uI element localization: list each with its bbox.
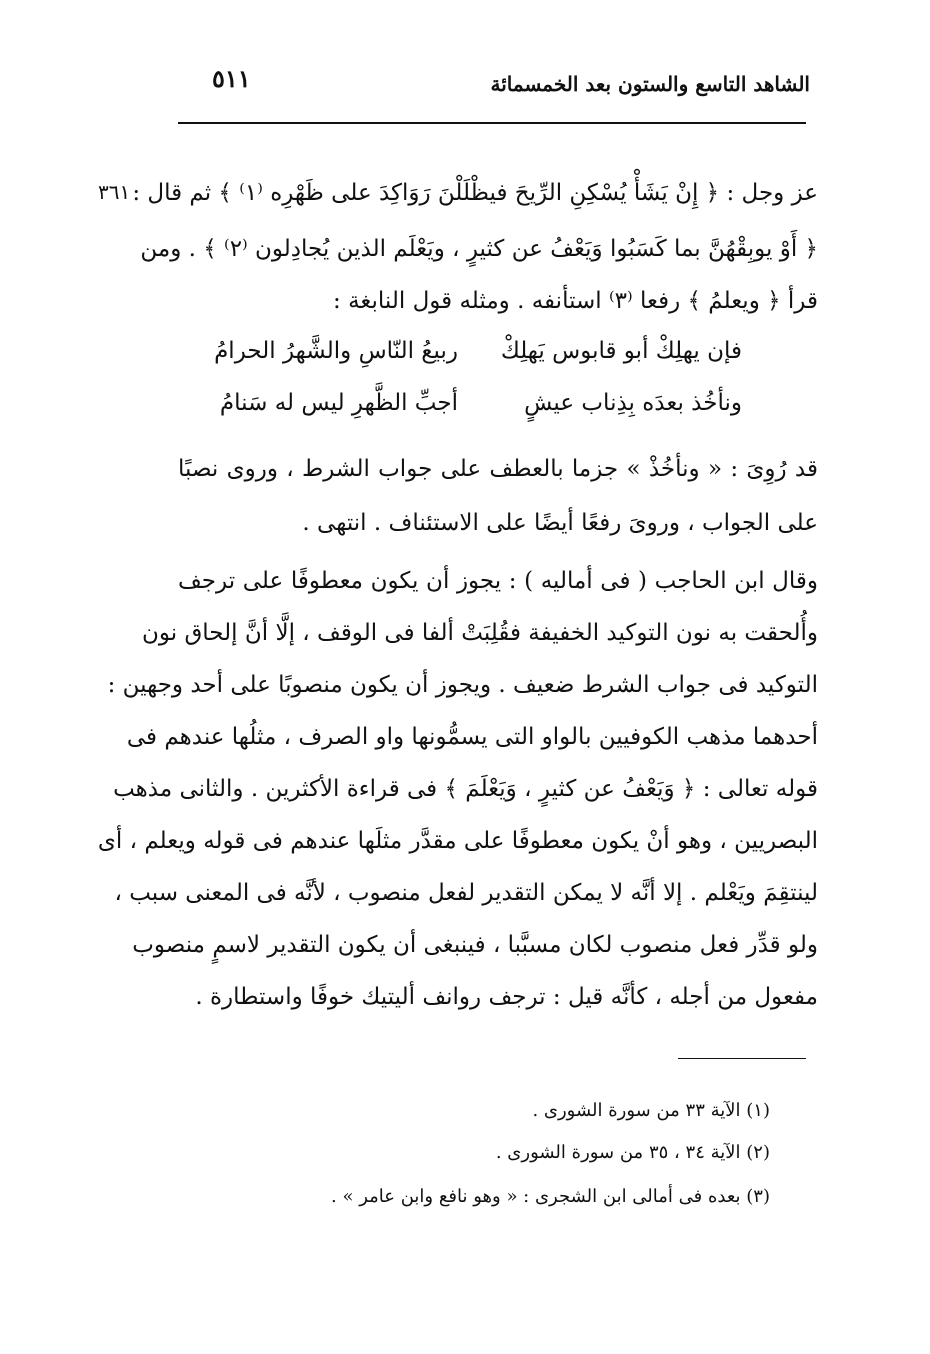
footnote-2: (٢) الآية ٣٤ ، ٣٥ من سورة الشورى . (495, 1142, 770, 1163)
text-line: قرأ ﴿ ويعلمُ ﴾ رفعا ⁽٣⁾ استأنفه . ومثله قول النابغة : (333, 288, 818, 314)
text-line: وقال ابن الحاجب ( فى أماليه ) : يجوز أن يكون معطوفًا على ترجف (178, 568, 818, 594)
header-divider (178, 122, 806, 124)
footnote-3: (٣) بعده فى أمالى ابن الشجرى : « وهو نافع وابن عامر » . (331, 1186, 770, 1207)
text-line: أحدهما مذهب الكوفيين بالواو التى يسمُّونها واو الصرف ، مثلُها عندهم فى (126, 724, 818, 750)
text-line: وأُلحقت به نون التوكيد الخفيفة فقُلِبَتْ ألفا فى الوقف ، إلَّا أنَّ إلحاق نون (141, 620, 818, 646)
verse-1-second-hemistich: ربيعُ النّاسِ والشَّهرُ الحرامُ (214, 338, 458, 364)
text-line: لينتقِمَ ويَعْلم . إلا أنَّه لا يمكن التقدير لفعل منصوب ، لأنَّه فى المعنى سبب ، (114, 880, 818, 906)
running-header-title: الشاهد التاسع والستون بعد الخمسمائة (490, 72, 810, 96)
verse-1-first-hemistich: فإن يهلِكْ أبو قابوس يَهلِكْ (500, 338, 742, 364)
text-line: مفعول من أجله ، كأنَّه قيل : ترجف روانف أليتيك خوفًا واستطارة . (195, 984, 818, 1010)
footnote-divider (678, 1058, 806, 1059)
text-line: التوكيد فى جواب الشرط ضعيف . ويجوز أن يكون منصوبًا على أحد وجهين : (107, 672, 818, 698)
text-line: على الجواب ، وروىَ رفعًا أيضًا على الاستئناف . انتهى . (302, 510, 818, 536)
page-number: ٥١١ (212, 64, 251, 93)
verse-2-second-hemistich: أجبِّ الظَّهرِ ليس له سَنامُ (219, 390, 458, 416)
text-line: ﴿ أَوْ يوبِقْهُنَّ بما كَسَبُوا وَيَعْفُ عن كثيرٍ ، ويَعْلَم الذين يُجادِلون ⁽٢⁾ ﴾ . ومن (140, 236, 818, 262)
text-line: قد رُوِىَ : « ونأخُذْ » جزما بالعطف على جواب الشرط ، وروى نصبًا (178, 456, 818, 482)
text-line: قوله تعالى : ﴿ وَيَعْفُ عن كثيرٍ ، وَيَعْلَمَ ﴾ فى قراءة الأكثرين . والثانى مذهب (113, 776, 818, 802)
text-line: البصريين ، وهو أنْ يكون معطوفًا على مقدَّر مثلَها عندهم فى قوله ويعلم ، أى (97, 828, 818, 854)
verse-2-first-hemistich: ونأخُذ بعدَه بِذِناب عيشٍ (524, 390, 742, 416)
margin-number: ٣٦١ (98, 180, 131, 204)
footnote-1: (١) الآية ٣٣ من سورة الشورى . (532, 1100, 770, 1121)
text-line: ولو قدِّر فعل منصوب لكان مسبَّبا ، فينبغى أن يكون التقدير لاسمٍ منصوب (132, 932, 818, 958)
text-line: عز وجل : ﴿ إِنْ يَشَأْ يُسْكِنِ الرِّيحَ فيظْلَلْنَ رَوَاكِدَ على ظَهْرِه ⁽١⁾ ﴾ ثم قال : (132, 180, 818, 206)
